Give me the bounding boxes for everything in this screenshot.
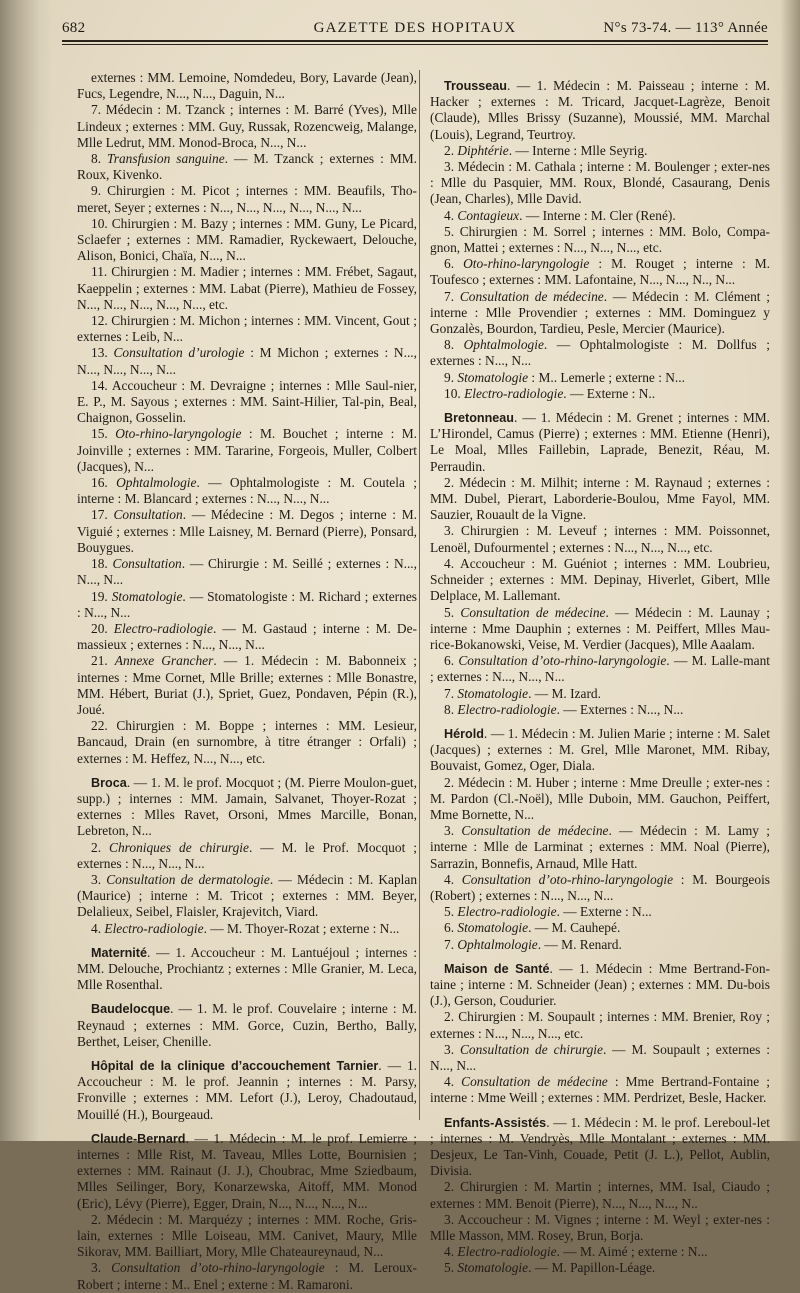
entry-text: . — 1. Médecin : M. Julien Marie ; interne : M. Salet (Jacques) ; externes : M. Grel, Mlle Maronet, MM. Ribay, Bouvaist, Gomez, Oger, Diala. <box>430 725 770 774</box>
entry-text: 3. <box>444 1041 460 1057</box>
entry-paragraph <box>430 370 770 386</box>
entry-text: 6. <box>444 256 464 272</box>
entry-text: : M. Bourgeois (Robert) ; externes : N..., N..., N... <box>430 871 771 903</box>
entry-text: 4. Accoucheur : M. Guéniot ; internes : MM. Loubrieu, Schneider ; externes : MM. Depinay, Hiverlet, Gibert, Mlle Delplace, M. Lallemant. <box>430 555 770 604</box>
entry-paragraph <box>430 904 770 920</box>
entry-text: 4. <box>444 207 458 223</box>
entry-text: 7. <box>444 685 458 701</box>
hospital-name: Baudelocque <box>91 1002 171 1017</box>
entry-paragraph <box>77 1260 417 1292</box>
entry-text: 2. Chirurgien : M. Soupault ; internes : MM. Brenier, Roy ; externes : N..., N..., N..., etc. <box>430 1009 770 1041</box>
entry-text: 2. <box>91 839 110 855</box>
entry-paragraph <box>430 386 770 402</box>
entry-paragraph <box>430 78 770 143</box>
entry-paragraph <box>430 775 770 824</box>
entry-text: . — Chirurgie : M. Seillé ; externes : N..., N..., N... <box>77 556 418 588</box>
entry-text: 11. Chirurgien : M. Madier ; internes : MM. Frébet, Sagaut, Kaeppelin ; externes : MM. Labat (Pierre), Mathieu de Fossey, N..., N..., N..., N..., N..., etc. <box>77 264 417 312</box>
entry-text: . — Externe : N.. <box>563 385 656 401</box>
entry-paragraph <box>430 337 770 369</box>
service-name: Electro-radiologie <box>104 920 204 936</box>
entry-text: 3. Médecin : M. Cathala ; interne : M. Boulenger ; exter-nes : Mlle du Pasquier, MM. Roux, Blondé, Casaurang, Denis (Jean, Charles), Mlle David. <box>430 159 770 207</box>
hospital-name: Bretonneau <box>444 411 514 426</box>
entry-text: 9. Chirurgien : M. Picot ; internes : MM. Beaufils, Tho-meret, Seyer ; externes : N..., N..., N..., N..., N..., N... <box>77 183 417 215</box>
service-name: Consultation <box>112 556 182 572</box>
entry-paragraph <box>430 1115 770 1180</box>
entry-paragraph <box>430 1212 770 1244</box>
entry-text: 16. <box>91 475 117 491</box>
entry-text: . — M. Renard. <box>537 936 622 952</box>
entry-paragraph <box>430 920 770 936</box>
entry-paragraph <box>430 289 770 338</box>
entry-text: . — Stomatologiste : M. Richard ; externes : N..., N... <box>77 588 417 620</box>
entry-text: 8. <box>444 337 464 353</box>
entry-paragraph <box>430 1244 770 1260</box>
entry-text: : M. Bouchet ; interne : M. Joinville ; externes : MM. Tararine, Forgeois, Muller, Colbert (Jacques), N... <box>77 426 417 474</box>
entry-text: 22. Chirurgien : M. Boppe ; internes : MM. Lesieur, Bancaud, Drain (en surnombre, à titre étranger : Orfali) ; externes : M. Heffez, N..., N..., etc. <box>77 718 417 766</box>
entry-paragraph <box>430 872 770 904</box>
service-name: Electro-radiologie <box>464 385 564 401</box>
service-name: Consultation de dermatologie <box>106 871 270 887</box>
entry-text: . — Médecin : M. Launay ; interne : Mme Dauphin ; externes : M. Peiffert, Mlles Mau-rice-Bokanowski, Veise, M. Verdier (Jacques), Mlle Aaalam. <box>430 604 770 652</box>
entry-paragraph <box>430 937 770 953</box>
entry-text: . — Médecine : M. Degos ; interne : M. Viguié ; externes : Mlle Laisney, M. Bernard (Pierre), Ponsard, Bouygues. <box>77 507 417 555</box>
entry-text: 13. <box>91 345 114 361</box>
entry-text: . — Externes : N..., N... <box>556 701 684 717</box>
entry-text: 4. <box>444 1244 458 1260</box>
entry-paragraph <box>77 507 417 556</box>
entry-text: 2. Médecin : M. Huber ; interne : Mme Dreulle ; exter-nes : M. Pardon (Cl.-Noël), Mlle Duboin, MM. Gauchon, Peiffert, Mme Bornette, N... <box>430 774 770 822</box>
entry-text: 5. <box>444 1260 458 1276</box>
entry-paragraph <box>77 921 417 937</box>
entry-text: . — Ophtalmologiste : M. Coutela ; interne : M. Blancard ; externes : N..., N..., N... <box>77 475 417 507</box>
entry-paragraph <box>77 475 417 507</box>
hospital-name: Claude-Bernard <box>91 1131 186 1146</box>
entry-text: : M. Rouget ; interne : M. Toufesco ; externes : MM. Lafontaine, N..., N..., N.., N... <box>430 256 771 288</box>
entry-text: 8. <box>91 151 108 167</box>
service-name: Transfusion sanguine <box>107 151 225 167</box>
entry-text: . — 1. Médecin : M. Babonneix ; internes : Mme Cornet, Mlle Brille; externes : Mlle Bonastre, MM. Hébert, Buriat (J.), Spriet, Guez, Pondaven, Pépin (R.), Joué. <box>77 653 417 717</box>
entry-text: 2. Chirurgien : M. Martin ; internes, MM. Isal, Ciaudo ; externes : MM. Benoit (Pierre), N..., N..., N..., N.. <box>430 1179 770 1211</box>
hospital-name: Maternité <box>91 945 147 960</box>
entry-paragraph <box>77 621 417 653</box>
journal-title: GAZETTE DES HOPITAUX <box>313 20 517 36</box>
entry-text: 2. Médecin : M. Milhit; interne : M. Raynaud ; externes : MM. Dubel, Pierart, Laborderie-Boulou, Mme Fayol, MM. Sauzier, Rouault de la Vigne. <box>430 474 770 523</box>
service-name: Stomatologie <box>457 920 529 936</box>
entry-text: . — 1. Accoucheur : M. le prof. Jeannin ; internes : M. Parsy, Fronville ; externes : MM. Lefort (J.), Leroy, Chadoutaud, Mouillé (H.), Bourgeaud. <box>77 1057 418 1122</box>
entry-paragraph <box>430 686 770 702</box>
entry-paragraph <box>77 840 417 872</box>
entry-text: externes : MM. Lemoine, Nomdedeu, Bory, Lavarde (Jean), Fucs, Legendre, N..., N..., Daguin, N... <box>77 70 417 102</box>
entry-text: . — Médecin : M. Kaplan (Maurice) ; interne : M. Tricot ; externes : MM. Beyer, Delalieux, Seibel, Flaisler, Krajevitch, Viard. <box>77 871 418 920</box>
entry-text: . — M. Tzanck ; externes : MM. Roux, Kivenko. <box>77 151 417 183</box>
entry-text: 2. Médecin : M. Marquézy ; internes : MM. Roche, Gris-lain, externes : Mlle Loiseau, MM. Canivet, Maury, Mlle Sikorav, MM. Bailliart, Mory, Mlle Chateaureynaud, N... <box>77 1211 417 1260</box>
entry-text: 5. <box>444 604 461 620</box>
entry-paragraph <box>77 556 417 588</box>
entry-text: 17. <box>91 507 114 523</box>
service-name: Oto-rhino-laryngologie <box>115 426 242 442</box>
service-name: Annexe Grancher <box>114 653 214 669</box>
entry-text: . — 1. M. le prof. Couvelaire ; interne : M. Reynaud ; externes : MM. Gorce, Cuzin, Bertho, Bally, Berthet, Leiser, Chenille. <box>77 1001 417 1049</box>
entry-text: 6. <box>444 920 458 936</box>
service-name: Consultation d’oto-rhino-laryngologie <box>111 1260 325 1276</box>
entry-paragraph <box>77 183 417 215</box>
entry-text: . — 1. Médecin : M. Paisseau ; interne : M. Hacker ; externes : M. Tricard, Jacquet-Lagrèze, Benoit (Claude), Mlles Brissy (Suzanne), Moussié, MM. Marchal (Louis), Legrand, Teurtroy. <box>430 78 770 142</box>
entry-text: 10. <box>444 385 465 401</box>
entry-paragraph <box>77 313 417 345</box>
service-name: Consultation de médecine <box>459 288 604 304</box>
entry-paragraph <box>430 1260 770 1276</box>
entry-paragraph <box>430 208 770 224</box>
entry-text: 2. <box>444 142 458 158</box>
hospital-name: Hôpital de la clinique d’accouchement Tarnier <box>91 1058 379 1073</box>
entry-text: 18. <box>91 556 113 572</box>
entry-paragraph <box>430 653 770 685</box>
entry-text: . — M. Gastaud ; interne : M. De-massieux ; externes : N..., N..., N... <box>77 620 417 653</box>
service-name: Consultation de médecine <box>461 1074 608 1090</box>
page-shadow-right <box>780 0 800 1141</box>
entry-text: : M Michon ; externes : N..., N..., N..., N..., N... <box>77 345 417 377</box>
service-name: Consultation de médecine <box>461 823 609 839</box>
entry-text: 7. <box>444 288 460 304</box>
entry-text: . — M. Izard. <box>528 685 601 701</box>
entry-text: 3. Chirurgien : M. Leveuf ; internes : MM. Poissonnet, Lenoël, Dufourmentel ; externes : N..., N..., N..., etc. <box>430 523 770 555</box>
entry-paragraph <box>430 410 770 475</box>
entry-text: 4. <box>91 920 105 936</box>
service-name: Oto-rhino-laryngologie <box>463 256 590 272</box>
entry-paragraph <box>77 945 417 994</box>
entry-text: . — Externe : N... <box>556 904 652 920</box>
service-name: Consultation de médecine <box>460 604 606 620</box>
entry-paragraph <box>77 102 417 151</box>
page-shadow-left <box>0 0 52 1141</box>
entry-paragraph <box>77 378 417 427</box>
entry-text: : M. Leroux-Robert ; interne : M.. Enel ; externe : M. Ramaroni. <box>77 1260 417 1292</box>
hospital-name: Trousseau <box>444 79 507 93</box>
entry-paragraph <box>77 345 417 377</box>
issue-info: N°s 73-74. — 113° Année <box>603 20 768 36</box>
entry-paragraph <box>77 775 417 840</box>
entry-paragraph <box>430 702 770 718</box>
entry-paragraph <box>77 151 417 183</box>
entry-paragraph <box>430 256 770 288</box>
service-name: Consultation <box>113 507 183 523</box>
entry-paragraph <box>430 1074 770 1106</box>
entry-text: 15. <box>91 426 116 442</box>
entry-text: . — 1. Accoucheur : M. Lantuéjoul ; internes : MM. Delouche, Prochiantz ; externes : Mlle Granier, M. Leca, Mlle Rosenthal. <box>77 944 417 993</box>
entry-paragraph <box>77 872 417 921</box>
entry-text: 3. Accoucheur : M. Vignes ; interne : M. Weyl ; exter-nes : Mlle Masson, MM. Rosey, Brun, Borja. <box>430 1211 770 1244</box>
service-name: Chroniques de chirurgie <box>109 839 249 855</box>
entry-text: 8. <box>444 701 458 717</box>
entry-paragraph <box>430 726 770 775</box>
entry-paragraph <box>430 224 770 256</box>
entry-text: 7. <box>444 936 458 952</box>
entry-paragraph <box>77 264 417 313</box>
service-name: Stomatologie <box>457 369 529 385</box>
entry-text: . — Médecin : M. Clément ; interne : Mlle Provendier ; externes : MM. Dominguez y Gonzalès, Bourdon, Tardieu, Pesle, Mercier (Maurice). <box>430 288 770 337</box>
service-name: Diphtérie <box>457 142 509 158</box>
entry-paragraph <box>430 523 770 555</box>
entry-text: 14. Accoucheur : M. Devraigne ; internes : Mlle Saul-nier, E. P., M. Sayous ; externes : MM. Saint-Hilier, Tal-pin, Beal, Chaignon, Gosselin. <box>77 377 417 426</box>
entry-text: . — Médecin : M. Lamy ; interne : Mlle de Larminat ; externes : MM. Noal (Pierre), Sarrazin, Bonnefis, Arnaud, Mlle Hatt. <box>430 823 771 871</box>
entry-paragraph <box>430 556 770 605</box>
entry-text: : M.. Lemerle ; externe : N... <box>528 369 685 385</box>
service-name: Ophtalmologie <box>463 337 544 353</box>
entry-text: 10. Chirurgien : M. Bazy ; internes : MM. Guny, Le Picard, Sclaefer ; externes : MM. Ramadier, Ryckewaert, Delouche, Alison, Bonici, Chaïa, N..., N... <box>77 215 417 264</box>
entry-text: . — M. Papillon-Léage. <box>528 1260 656 1276</box>
entry-text: . — M. Thoyer-Rozat ; externe : N... <box>203 920 400 936</box>
entry-paragraph <box>77 70 417 102</box>
hospital-name: Maison de Santé <box>444 961 550 976</box>
service-name: Consultation d’oto-rhino-laryngologie <box>461 871 674 887</box>
entry-paragraph <box>77 653 417 718</box>
entry-text: . — M. le Prof. Mocquot ; externes : N..., N..., N... <box>77 839 417 871</box>
entry-paragraph <box>430 1009 770 1041</box>
service-name: Stomatologie <box>457 685 529 701</box>
entry-text: . — 1. Médecin : M. le prof. Lemierre ; internes : Mlle Rist, M. Taveau, Mlles Lotte, Bournisien ; externes : MM. Rainaut (J. J.), Choubrac, Mme Sziedbaum, Mlles Seilinger, Bory, Konarzewska, Aitoff, MM. Monod (Eric), Lévy (Pierre), Egger, Drain, N..., N..., N..., N... <box>77 1130 417 1211</box>
hospital-name: Hérold <box>444 726 484 741</box>
entry-text: . — M. Aimé ; externe : N... <box>556 1244 708 1260</box>
entry-text: 9. <box>444 369 458 385</box>
entry-text: . — Interne : Mlle Seyrig. <box>508 142 648 158</box>
entry-paragraph <box>430 823 770 872</box>
entry-text: . — M. Lalle-mant ; externes : N..., N..., N... <box>430 653 771 685</box>
service-name: Electro-radiologie <box>457 1244 557 1260</box>
left-column <box>77 70 417 1293</box>
entry-paragraph <box>77 1212 417 1261</box>
service-name: Stomatologie <box>111 588 183 604</box>
entry-text: 19. <box>91 588 112 604</box>
entry-paragraph <box>430 1042 770 1074</box>
service-name: Ophtalmologie <box>116 475 197 491</box>
entry-paragraph <box>77 589 417 621</box>
entry-text: 3. <box>91 871 107 887</box>
entry-paragraph <box>430 605 770 654</box>
entry-paragraph <box>77 1131 417 1212</box>
service-name: Consultation de chirurgie <box>459 1041 603 1057</box>
entry-paragraph <box>430 1179 770 1211</box>
entry-text: . — M. Cauhepé. <box>528 920 621 936</box>
entry-paragraph <box>430 143 770 159</box>
entry-text: : Mme Bertrand-Fontaine ; interne : Mme Weill ; externes : MM. Perdrizet, Besle, Hacker. <box>430 1074 770 1106</box>
service-name: Electro-radiologie <box>457 701 557 717</box>
entry-text: . — 1. Médecin : M. le prof. Lereboul-let ; internes : M. Vendryès, Mlle Montalant ; externes : MM. Desjeux, Le Tan-Vinh, Couade, Petit (J. L.), Pellot, Aublin, Divisia. <box>430 1114 770 1179</box>
header-rule-thick <box>62 40 768 42</box>
entry-paragraph <box>77 718 417 767</box>
entry-paragraph <box>430 961 770 1010</box>
entry-text: 3. <box>444 823 462 839</box>
entry-text: 21. <box>91 653 115 669</box>
service-name: Electro-radiologie <box>457 904 557 920</box>
entry-paragraph <box>430 475 770 524</box>
entry-text: . — 1. M. le prof. Mocquot ; (M. Pierre Moulon-guet, supp.) ; internes : MM. Jamain, Salvanet, Thoyer-Rozat ; externes : Mlles Ravet, Orsoni, Mmes Marcille, Bonan, Lebreton, N... <box>77 774 417 839</box>
entry-text: . — Ophtalmologiste : M. Dollfus ; externes : N..., N... <box>430 337 770 369</box>
page-number: 682 <box>62 20 86 36</box>
entry-text: 20. <box>91 620 114 636</box>
service-name: Electro-radiologie <box>113 620 213 636</box>
entry-text: 4. <box>444 1074 462 1090</box>
entry-paragraph <box>77 216 417 265</box>
entry-text: . — 1. Médecin : Mme Bertrand-Fon-taine ; interne : M. Schneider (Jean) ; externes : MM. Du-bois (J.), Gerson, Coudurier. <box>430 960 770 1009</box>
hospital-name: Enfants-Assistés <box>444 1115 547 1130</box>
entry-paragraph <box>430 159 770 208</box>
entry-text: 3. <box>91 1260 112 1276</box>
entry-paragraph <box>77 1058 417 1123</box>
entry-text: 5. <box>444 904 458 920</box>
entry-text: 4. <box>444 871 462 887</box>
entry-text: . — M. Soupault ; externes : N..., N... <box>430 1041 771 1073</box>
right-column <box>430 70 770 1277</box>
service-name: Consultation d’urologie <box>113 345 245 361</box>
service-name: Consultation d’oto-rhino-laryngologie <box>458 653 667 669</box>
entry-text: 5. Chirurgien : M. Sorrel ; internes : MM. Bolo, Compa-gnon, Mattei ; externes : N..., N..., N..., etc. <box>430 223 770 256</box>
entry-text: 6. <box>444 653 459 669</box>
entry-text: 12. Chirurgien : M. Michon ; internes : MM. Vincent, Gout ; externes : Leib, N... <box>77 313 417 345</box>
entry-text: . — Interne : M. Cler (René). <box>519 207 676 223</box>
service-name: Contagieux <box>457 207 520 223</box>
column-divider <box>419 70 420 1120</box>
entry-text: 7. Médecin : M. Tzanck ; internes : M. Barré (Yves), Mlle Lindeux ; externes : MM. Guy, Russak, Rozencweig, Malange, Mlle Ledrut, MM. Monod-Broca, N..., N... <box>77 102 417 150</box>
service-name: Ophtalmologie <box>457 936 538 952</box>
header-rule-thin <box>62 44 768 45</box>
service-name: Stomatologie <box>457 1260 529 1276</box>
entry-paragraph <box>77 1001 417 1050</box>
entry-text: . — 1. Médecin : M. Grenet ; internes : MM. L’Hirondel, Camus (Pierre) ; externes : MM. Etienne (Henri), Le Moal, Mlles Faillebin, Laprade, Benezit, Réau, M. Perraudin. <box>430 410 770 474</box>
entry-paragraph <box>77 426 417 475</box>
hospital-name: Broca <box>91 775 127 790</box>
